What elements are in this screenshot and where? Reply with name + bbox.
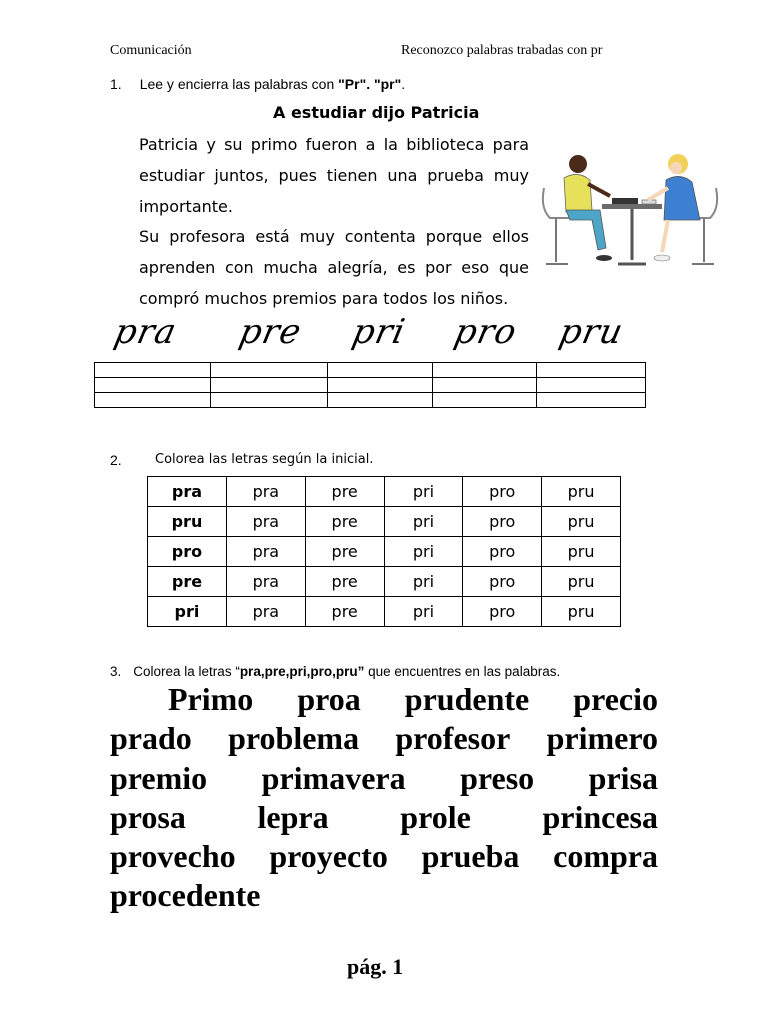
cursive-syllable: pre [235,312,306,352]
grid-cell-initial: pre [148,567,227,597]
story-text [139,130,529,315]
grid-cell[interactable]: pre [305,507,384,537]
grid-cell[interactable]: pru [542,567,621,597]
grid-cell[interactable]: pre [305,567,384,597]
writing-cell[interactable] [537,378,646,393]
section3-instruction-end: que encuentres en las palabras. [364,664,561,679]
grid-cell[interactable]: pra [226,597,305,627]
grid-cell[interactable]: pre [305,537,384,567]
section1-instruction-bold: "Pr". "pr" [338,76,402,92]
grid-cell-initial: pro [148,537,227,567]
word-line [110,798,658,837]
page-number: pág. 1 [347,954,404,979]
writing-cell[interactable] [210,378,328,393]
section2-instruction: Colorea las letras según la inicial. [155,452,374,467]
table-row [148,477,621,507]
section2-number: 2. [110,452,122,468]
story-paragraph-2: Su profesora está muy contenta porque ellos aprenden con mucha alegría, es por eso que compró muchos premios para todos los niños. [139,227,529,308]
writing-cell[interactable] [95,393,211,408]
section1-instruction-end: . [401,76,406,92]
section3-instruction-text: Colorea la letras “ [133,664,240,679]
children-studying-illustration [540,148,720,270]
grid-cell[interactable]: pru [542,537,621,567]
table-row [95,378,646,393]
table-row [95,363,646,378]
grid-cell[interactable]: pru [542,507,621,537]
section3-number: 3. [110,664,122,679]
writing-table [94,362,646,408]
word-line [110,759,658,798]
writing-cell[interactable] [95,378,211,393]
cursive-syllable: pro [450,312,521,352]
word[interactable]: preso [460,759,535,796]
cursive-syllable: pru [555,312,628,352]
grid-cell[interactable]: pri [384,477,463,507]
grid-cell[interactable]: pro [463,597,542,627]
word[interactable]: prueba [421,838,520,875]
writing-cell[interactable] [432,393,537,408]
word[interactable]: Primo [168,681,254,717]
grid-cell[interactable]: pri [384,567,463,597]
writing-cell[interactable] [432,378,537,393]
word[interactable]: princesa [542,798,658,835]
word-line [110,719,658,758]
grid-cell[interactable]: pra [226,507,305,537]
word[interactable]: profesor [395,720,511,757]
story-paragraph-1: Patricia y su primo fueron a la biblioteca para estudiar juntos, pues tienen una prueba muy importante. [139,135,529,216]
grid-cell[interactable]: pri [384,507,463,537]
word[interactable]: problema [228,720,360,757]
word[interactable]: prudente [404,681,530,717]
writing-cell[interactable] [95,363,211,378]
grid-cell[interactable]: pro [463,537,542,567]
grid-cell[interactable]: pre [305,477,384,507]
section3-instruction [110,664,560,679]
writing-cell[interactable] [328,378,433,393]
grid-cell[interactable]: pru [542,597,621,627]
grid-cell-initial: pri [148,597,227,627]
writing-cell[interactable] [328,393,433,408]
grid-cell[interactable]: pru [542,477,621,507]
word[interactable]: provecho [110,838,236,875]
grid-cell[interactable]: pre [305,597,384,627]
writing-cell[interactable] [210,393,328,408]
word[interactable]: lepra [257,798,329,835]
table-row [148,537,621,567]
word-line [110,837,658,876]
word[interactable]: premio [110,759,208,796]
word[interactable]: proa [297,681,361,717]
section1-instruction [110,76,405,92]
grid-cell[interactable]: pri [384,597,463,627]
grid-cell-initial: pra [148,477,227,507]
grid-cell[interactable]: pro [463,567,542,597]
grid-cell[interactable]: pro [463,507,542,537]
grid-cell[interactable]: pro [463,477,542,507]
table-row [148,597,621,627]
cursive-syllable: pra [110,312,181,352]
story-title: A estudiar dijo Patricia [273,103,480,122]
header-topic: Reconozco palabras trabadas con pr [401,43,603,58]
word[interactable]: procedente [110,877,261,914]
grid-cell[interactable]: pri [384,537,463,567]
table-row [148,567,621,597]
word[interactable]: compra [553,838,658,875]
grid-cell[interactable]: pra [226,477,305,507]
word-list [110,680,658,916]
word[interactable]: primavera [261,759,406,796]
word[interactable]: prosa [110,798,186,835]
cursive-syllable: pri [348,312,410,352]
word[interactable]: prado [110,720,192,757]
word[interactable]: primero [546,720,658,757]
grid-cell[interactable]: pra [226,567,305,597]
section1-instruction-text: Lee y encierra las palabras con [139,76,339,92]
word[interactable]: precio [573,681,658,717]
grid-cell[interactable]: pra [226,537,305,567]
section3-instruction-bold: pra,pre,pri,pro,pru” [239,664,365,679]
word-line [110,680,658,719]
writing-cell[interactable] [537,393,646,408]
writing-cell[interactable] [537,363,646,378]
section1-number: 1. [110,76,122,92]
writing-cell[interactable] [432,363,537,378]
word[interactable]: prisa [588,759,658,796]
table-row [148,507,621,537]
table-row [95,393,646,408]
word-line [110,876,658,915]
writing-cell[interactable] [328,363,433,378]
header-subject: Comunicación [110,43,192,58]
grid-cell-initial: pru [148,507,227,537]
cursive-syllables [95,312,655,362]
syllable-grid [147,476,621,627]
word[interactable]: proyecto [269,838,388,875]
writing-cell[interactable] [210,363,328,378]
word[interactable]: prole [400,798,471,835]
